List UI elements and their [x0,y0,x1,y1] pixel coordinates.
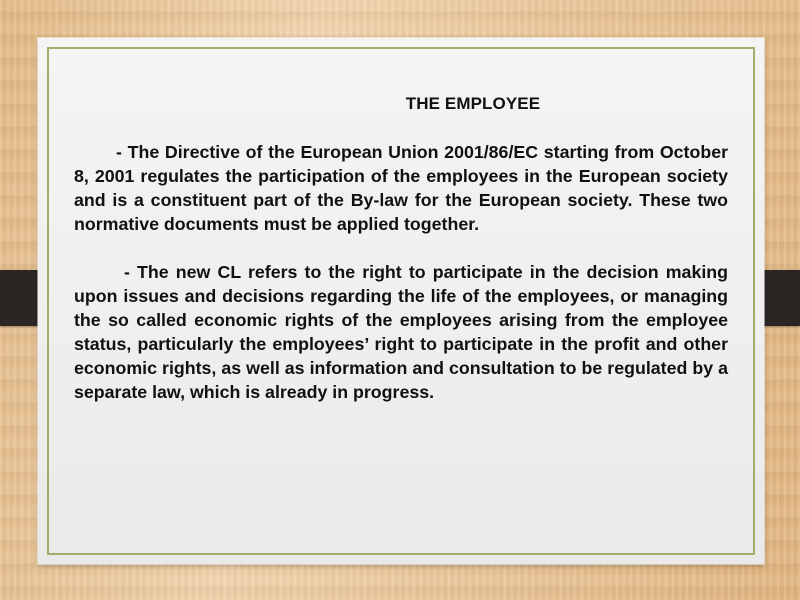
slide-body [74,140,728,404]
slide-title: THE EMPLOYEE [405,94,541,113]
paragraph-directive: - The Directive of the European Union 2001/86/EC starting from October 8, 2001 regulates the participation of the employees in the European society and is a constituent part of the By-law for the European society. These two normative documents must be applied together. [74,142,728,234]
paragraph-new-cl: - The new CL refers to the right to participate in the decision making upon issues and decisions regarding the life of the employees, or managing the so called economic rights of the employees arising from the employee status, particularly the employees’ right to participate in the profit and other economic rights, as well as information and consultation to be regulated by a separate law, which is already in progress. [74,262,728,402]
slide-paper [38,38,764,564]
